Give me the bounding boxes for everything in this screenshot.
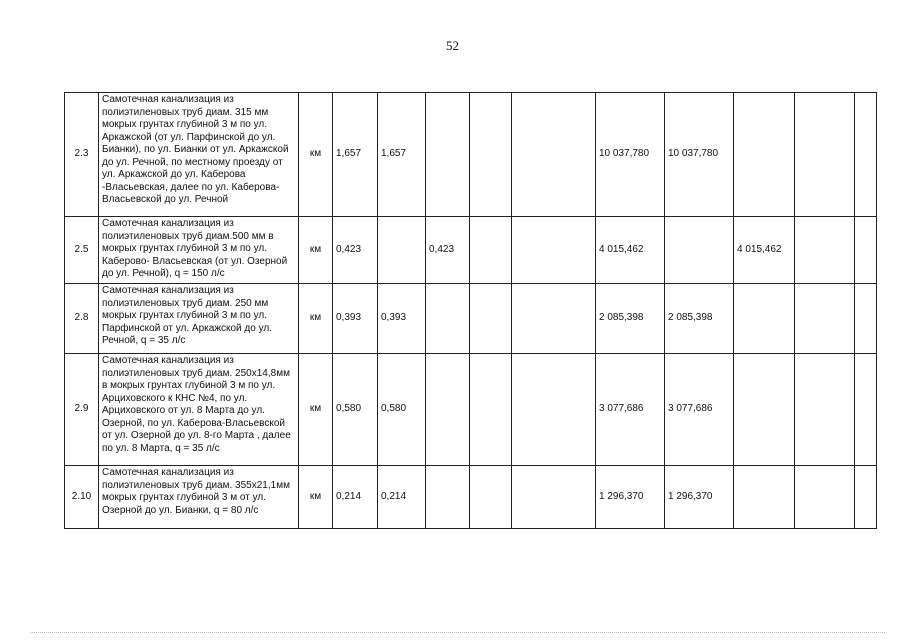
value-cell (665, 217, 734, 284)
value-cell (855, 354, 877, 466)
row-number: 2.5 (65, 217, 99, 284)
work-description: Самотечная канализация из полиэтиленовых труб диам. 250х14,8мм в мокрых грунтах глубиной 3 м по ул. Арциховского к КНС №4, по ул. Арциховского от ул. 8 Марта до ул. Озерной, по ул. Каберова-Власьевской от ул. Озерной до ул. 8-го Марта , далее по ул. 8 Марта, q = 35 л/с (99, 354, 299, 466)
value-cell: 0,393 (378, 284, 426, 354)
value-cell (734, 93, 795, 217)
value-cell (470, 93, 512, 217)
value-cell: 4 015,462 (596, 217, 665, 284)
value-cell (855, 284, 877, 354)
row-number: 2.8 (65, 284, 99, 354)
value-cell: 10 037,780 (665, 93, 734, 217)
table-row (65, 466, 877, 529)
value-cell: 0,393 (333, 284, 378, 354)
work-description: Самотечная канализация из полиэтиленовых труб диам. 315 мм мокрых грунтах глубиной 3 м по ул. Аркажской (от ул. Парфинской до ул. Бианки), по ул. Бианки от ул. Аркажской до ул. Речной, по местному проезду от ул. Аркажской до ул. Каберова -Власьевская, далее по ул. Каберова-Власьевской до ул. Речной (99, 93, 299, 217)
value-cell: 1 296,370 (596, 466, 665, 529)
unit-cell: км (299, 93, 333, 217)
work-description: Самотечная канализация из полиэтиленовых труб диам.500 мм в мокрых грунтах глубиной 3 м по ул. Каберово- Власьевская (от ул. Озерной до ул. Речной), q = 150 л/с (99, 217, 299, 284)
row-number: 2.10 (65, 466, 99, 529)
value-cell: 4 015,462 (734, 217, 795, 284)
value-cell: 0,580 (378, 354, 426, 466)
unit-cell: км (299, 284, 333, 354)
work-description: Самотечная канализация из полиэтиленовых труб диам. 250 мм мокрых грунтах глубиной 3 м по ул. Парфинской от ул. Аркажской до ул. Речной, q = 35 л/с (99, 284, 299, 354)
table-row (65, 284, 877, 354)
value-cell: 10 037,780 (596, 93, 665, 217)
value-cell (512, 217, 596, 284)
table-row (65, 354, 877, 466)
value-cell: 1,657 (378, 93, 426, 217)
value-cell: 2 085,398 (596, 284, 665, 354)
value-cell (795, 284, 855, 354)
value-cell (470, 284, 512, 354)
value-cell (795, 93, 855, 217)
value-cell (734, 354, 795, 466)
value-cell: 2 085,398 (665, 284, 734, 354)
page-number: 52 (446, 38, 459, 53)
value-cell (512, 284, 596, 354)
value-cell (795, 354, 855, 466)
value-cell: 0,423 (333, 217, 378, 284)
work-description: Самотечная канализация из полиэтиленовых труб диам. 355х21,1мм мокрых грунтах глубиной 3 м от ул. Озерной до ул. Бианки, q = 80 л/с (99, 466, 299, 529)
value-cell: 0,214 (333, 466, 378, 529)
value-cell (512, 93, 596, 217)
value-cell (855, 466, 877, 529)
value-cell (512, 466, 596, 529)
row-number: 2.9 (65, 354, 99, 466)
value-cell: 1 296,370 (665, 466, 734, 529)
value-cell (426, 284, 470, 354)
unit-cell: км (299, 466, 333, 529)
works-table (64, 92, 877, 529)
value-cell (378, 217, 426, 284)
table-row (65, 217, 877, 284)
value-cell (734, 466, 795, 529)
value-cell: 0,423 (426, 217, 470, 284)
value-cell (734, 284, 795, 354)
value-cell (426, 466, 470, 529)
table-row (65, 93, 877, 217)
value-cell (795, 217, 855, 284)
scan-edge-divider (30, 632, 885, 633)
value-cell (426, 93, 470, 217)
value-cell: 0,214 (378, 466, 426, 529)
value-cell: 0,580 (333, 354, 378, 466)
value-cell: 1,657 (333, 93, 378, 217)
value-cell (470, 466, 512, 529)
value-cell (855, 93, 877, 217)
unit-cell: км (299, 354, 333, 466)
value-cell (426, 354, 470, 466)
value-cell (855, 217, 877, 284)
value-cell: 3 077,686 (596, 354, 665, 466)
value-cell: 3 077,686 (665, 354, 734, 466)
row-number: 2.3 (65, 93, 99, 217)
value-cell (470, 217, 512, 284)
unit-cell: км (299, 217, 333, 284)
value-cell (795, 466, 855, 529)
value-cell (512, 354, 596, 466)
value-cell (470, 354, 512, 466)
